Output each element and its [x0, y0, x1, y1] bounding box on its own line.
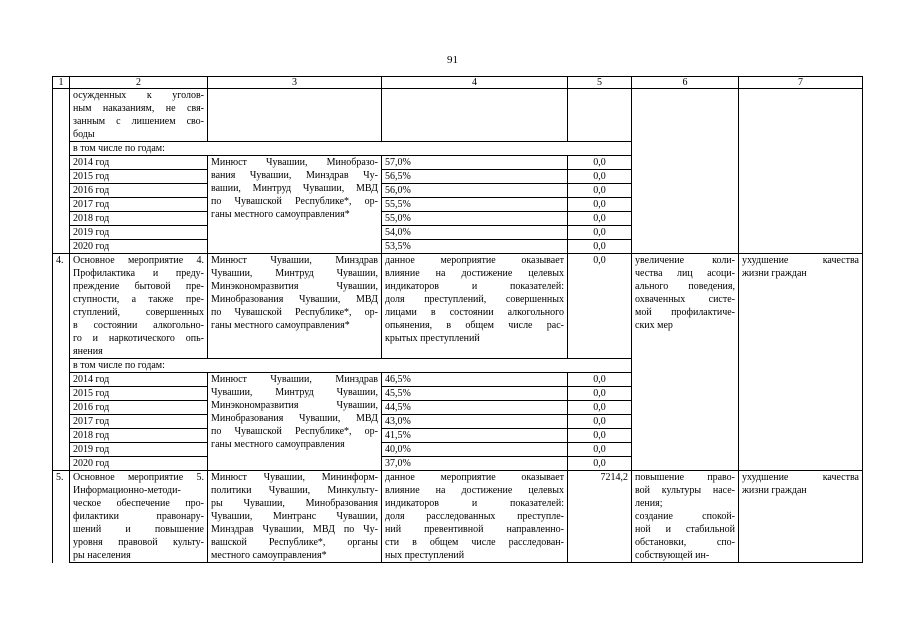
text-line: ческое обеспечение про-	[73, 498, 204, 509]
year-cell: 2014 год	[70, 373, 208, 387]
text-line: Минюст Чувашии, Минздрав	[211, 255, 378, 266]
year-cell: 2018 год	[70, 429, 208, 443]
text-line: ной и стабильной	[635, 524, 735, 535]
text-line: повышение право-	[635, 472, 735, 483]
row-number-cell	[53, 212, 70, 226]
text-line: жизни граждан	[742, 268, 807, 279]
text-line: Минэкономразвития Чувашии,	[211, 281, 378, 292]
text-line: го и наркотического опь-	[73, 333, 204, 344]
text-line: янения	[73, 346, 103, 357]
col-header-5: 5	[568, 77, 632, 89]
activity-name-cell	[70, 89, 208, 142]
year-cell: 2016 год	[70, 184, 208, 198]
text-line: вашской Республике*, органы	[211, 537, 378, 548]
program-table	[52, 76, 863, 563]
indicator-value-cell: 57,0%	[382, 156, 568, 170]
funding-cell: 0,0	[568, 198, 632, 212]
text-line: уровня правовой культу-	[73, 537, 204, 548]
indicator-value-cell: 45,5%	[382, 387, 568, 401]
text-line: по Чувашской Республике*, ор-	[211, 426, 378, 437]
text-line: Чувашии, Минтранс Чувашии,	[211, 511, 378, 522]
table-row	[53, 254, 863, 359]
row-number-cell	[53, 170, 70, 184]
row-number-cell	[53, 198, 70, 212]
executors-cell	[208, 471, 382, 563]
funding-cell	[568, 89, 632, 142]
row-number-cell	[53, 359, 70, 373]
row-number-cell	[53, 387, 70, 401]
col-header-6: 6	[632, 77, 739, 89]
funding-cell: 0,0	[568, 415, 632, 429]
text-line: ганы местного самоуправления	[211, 439, 345, 450]
indicator-value-cell: 40,0%	[382, 443, 568, 457]
text-line: данное мероприятие оказывает	[385, 255, 564, 266]
text-line: крытых преступлений	[385, 333, 480, 344]
row-number-cell	[53, 429, 70, 443]
row-number-cell	[53, 184, 70, 198]
executors-cell	[208, 254, 382, 359]
funding-cell: 0,0	[568, 387, 632, 401]
funding-cell: 7214,2	[568, 471, 632, 563]
text-line: жизни граждан	[742, 485, 807, 496]
row-number-cell	[53, 443, 70, 457]
indicator-value-cell: 46,5%	[382, 373, 568, 387]
text-line: охваченных систе-	[635, 294, 735, 305]
text-line: по Чувашской Республике*, ор-	[211, 196, 378, 207]
text-line: Минюст Чувашии, Мининформ-	[211, 472, 378, 483]
year-cell: 2015 год	[70, 170, 208, 184]
text-line: ным наказаниям, не свя-	[73, 103, 204, 114]
text-line: влияние на достижение целевых	[385, 268, 564, 279]
executors-cell	[208, 373, 382, 471]
indicator-cell	[382, 254, 568, 359]
indicator-cell	[382, 471, 568, 563]
text-line: доля расследованных преступле-	[385, 511, 564, 522]
text-line: вой культуры насе-	[635, 485, 735, 496]
text-line: ры населения	[73, 550, 131, 561]
text-line: осужденных к уголов-	[73, 90, 204, 101]
indicator-value-cell: 43,0%	[382, 415, 568, 429]
text-line: ры Чувашии, Минобразования	[211, 498, 378, 509]
result-cell	[632, 89, 739, 254]
text-line: Профилактика и преду-	[73, 268, 204, 279]
indicator-value-cell: 53,5%	[382, 240, 568, 254]
col-header-1: 1	[53, 77, 70, 89]
text-line: доля преступлений, совершенных	[385, 294, 564, 305]
text-line: Минобразования Чувашии, МВД	[211, 413, 378, 424]
indicator-value-cell: 55,5%	[382, 198, 568, 212]
text-line: ухудшение качества	[742, 255, 859, 266]
column-header-row	[53, 77, 863, 89]
consequence-cell	[739, 89, 863, 254]
text-line: сти в общем числе расследован-	[385, 537, 564, 548]
row-number-cell	[53, 401, 70, 415]
indicator-value-cell: 37,0%	[382, 457, 568, 471]
activity-name-cell	[70, 254, 208, 359]
row-number-cell: 4.	[53, 254, 70, 359]
text-line: индикаторов и показателей:	[385, 281, 564, 292]
funding-cell: 0,0	[568, 373, 632, 387]
text-line: политики Чувашии, Минкульту-	[211, 485, 378, 496]
indicator-value-cell: 54,0%	[382, 226, 568, 240]
text-line: вания Чувашии, Минздрав Чу-	[211, 170, 378, 181]
text-line: ступности, а также пре-	[73, 294, 204, 305]
result-cell	[632, 254, 739, 471]
year-cell: 2014 год	[70, 156, 208, 170]
text-line: ний превентивной направленно-	[385, 524, 564, 535]
text-line: ных преступлений	[385, 550, 465, 561]
indicator-value-cell: 56,5%	[382, 170, 568, 184]
text-line: данное мероприятие оказывает	[385, 472, 564, 483]
table-row	[53, 471, 863, 563]
text-line: вашии, Минтруд Чувашии, МВД	[211, 183, 378, 194]
text-line: ских мер	[635, 320, 673, 331]
year-cell: 2020 год	[70, 240, 208, 254]
col-header-4: 4	[382, 77, 568, 89]
executors-cell	[208, 89, 382, 142]
funding-cell: 0,0	[568, 443, 632, 457]
text-line: лицами в состоянии алкогольного	[385, 307, 564, 318]
text-line: Чувашии, Минтруд Чувашии,	[211, 387, 378, 398]
year-cell: 2018 год	[70, 212, 208, 226]
funding-cell: 0,0	[568, 226, 632, 240]
text-line: ухудшение качества	[742, 472, 859, 483]
text-line: боды	[73, 129, 95, 140]
funding-cell: 0,0	[568, 170, 632, 184]
row-number-cell	[53, 415, 70, 429]
text-line: ганы местного самоуправления*	[211, 320, 350, 331]
text-line: шений и повышение	[73, 524, 204, 535]
year-cell: 2017 год	[70, 198, 208, 212]
indicator-value-cell: 41,5%	[382, 429, 568, 443]
text-line: Основное мероприятие 5.	[73, 472, 204, 483]
consequence-cell	[739, 254, 863, 471]
text-line: Минэкономразвития Чувашии,	[211, 400, 378, 411]
indicator-value-cell: 44,5%	[382, 401, 568, 415]
year-cell: 2016 год	[70, 401, 208, 415]
text-line: чества лиц асоци-	[635, 268, 735, 279]
year-cell: 2015 год	[70, 387, 208, 401]
text-line: Основное мероприятие 4.	[73, 255, 204, 266]
text-line: увеличение коли-	[635, 255, 735, 266]
funding-cell: 0,0	[568, 429, 632, 443]
indicator-value-cell: 56,0%	[382, 184, 568, 198]
activity-name-cell	[70, 471, 208, 563]
text-line: преждение бытовой пре-	[73, 281, 204, 292]
year-cell: 2017 год	[70, 415, 208, 429]
funding-cell: 0,0	[568, 254, 632, 359]
funding-cell: 0,0	[568, 156, 632, 170]
text-line: обстановки, спо-	[635, 537, 735, 548]
text-line: опьянения, в общем числе рас-	[385, 320, 564, 331]
text-line: Минздрав Чувашии, МВД по Чу-	[211, 524, 378, 535]
funding-cell: 0,0	[568, 212, 632, 226]
text-line: мой профилактиче-	[635, 307, 735, 318]
indicator-cell	[382, 89, 568, 142]
page-number: 91	[447, 54, 458, 66]
year-cell: 2020 год	[70, 457, 208, 471]
row-number-cell: 5.	[53, 471, 70, 563]
text-line: собствующей ин-	[635, 550, 710, 561]
text-line: влияние на достижение целевых	[385, 485, 564, 496]
by-years-label: в том числе по годам:	[70, 359, 632, 373]
by-years-label: в том числе по годам:	[70, 142, 632, 156]
funding-cell: 0,0	[568, 401, 632, 415]
row-number-cell	[53, 240, 70, 254]
result-cell	[632, 471, 739, 563]
text-line: по Чувашской Республике*, ор-	[211, 307, 378, 318]
funding-cell: 0,0	[568, 240, 632, 254]
text-line: Минюст Чувашии, Минобразо-	[211, 157, 378, 168]
text-line: Информационно-методи-	[73, 485, 181, 496]
consequence-cell	[739, 471, 863, 563]
executors-cell	[208, 156, 382, 254]
year-cell: 2019 год	[70, 226, 208, 240]
text-line: ступлений, совершенных	[73, 307, 204, 318]
funding-cell: 0,0	[568, 184, 632, 198]
row-number-cell	[53, 457, 70, 471]
text-line: ального поведения,	[635, 281, 735, 292]
text-line: Минюст Чувашии, Минздрав	[211, 374, 378, 385]
indicator-value-cell: 55,0%	[382, 212, 568, 226]
col-header-2: 2	[70, 77, 208, 89]
row-number-cell	[53, 142, 70, 156]
table-row	[53, 89, 863, 142]
row-number-cell	[53, 226, 70, 240]
col-header-3: 3	[208, 77, 382, 89]
text-line: занным с лишением сво-	[73, 116, 204, 127]
text-line: Чувашии, Минтруд Чувашии,	[211, 268, 378, 279]
col-header-7: 7	[739, 77, 863, 89]
text-line: создание спокой-	[635, 511, 735, 522]
year-cell: 2019 год	[70, 443, 208, 457]
row-number-cell	[53, 156, 70, 170]
funding-cell: 0,0	[568, 457, 632, 471]
text-line: Минобразования Чувашии, МВД	[211, 294, 378, 305]
row-number-cell	[53, 373, 70, 387]
text-line: филактики правонару-	[73, 511, 204, 522]
text-line: местного самоуправления*	[211, 550, 327, 561]
text-line: ганы местного самоуправления*	[211, 209, 350, 220]
row-number-cell	[53, 89, 70, 142]
text-line: в состоянии алкогольно-	[73, 320, 204, 331]
text-line: ления;	[635, 498, 663, 509]
text-line: индикаторов и показателей:	[385, 498, 564, 509]
